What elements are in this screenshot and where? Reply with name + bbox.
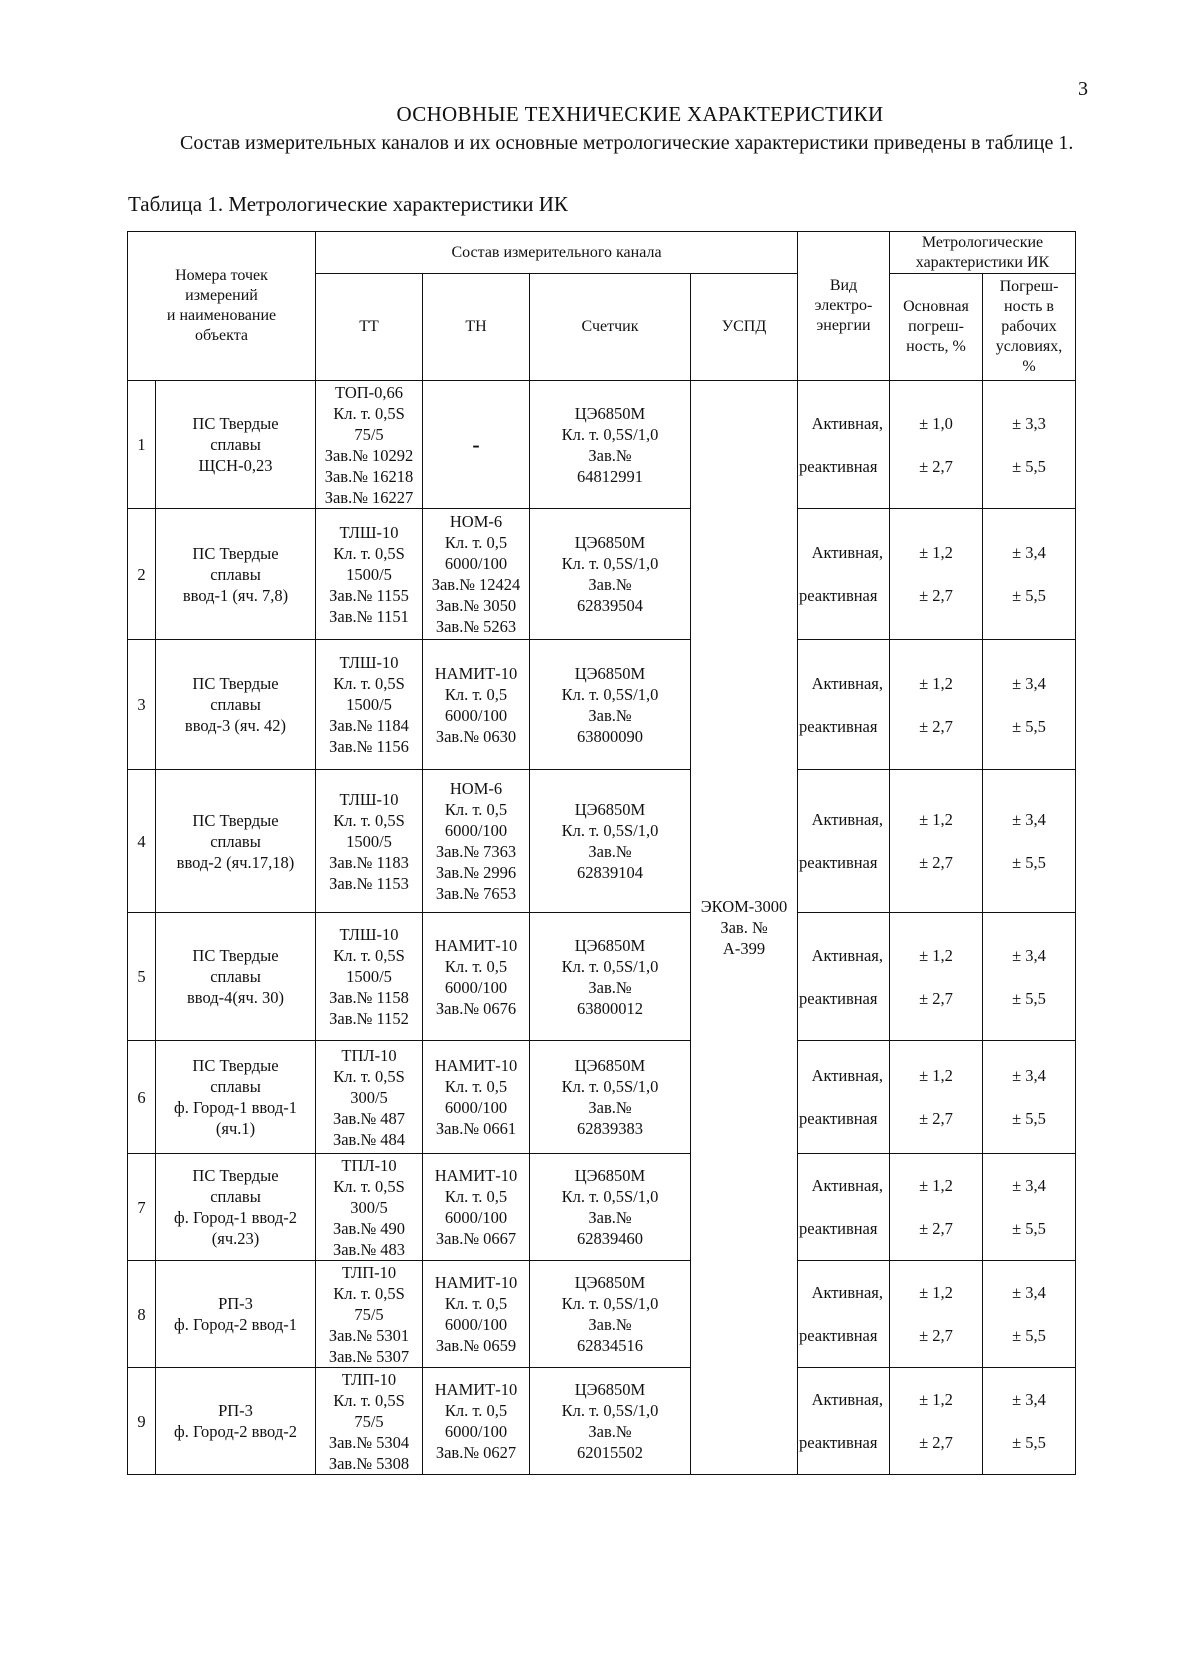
energy-active: Активная, xyxy=(811,1066,883,1085)
table-caption: Таблица 1. Метрологические характеристики ИК xyxy=(128,192,568,216)
meter-cell: ЦЭ6850М Кл. т. 0,5S/1,0 Зав.№ 62839460 xyxy=(530,1154,691,1261)
energy-reactive: реактивная xyxy=(799,853,878,872)
object-name: ПС Твердые сплавы ЩСН-0,23 xyxy=(156,381,316,509)
energy-reactive: реактивная xyxy=(799,456,878,476)
table-row xyxy=(128,1261,1076,1368)
energy-active: Активная, xyxy=(811,673,883,693)
page-number: 3 xyxy=(1078,78,1088,100)
energy-active: Активная, xyxy=(811,945,883,965)
row-number: 7 xyxy=(128,1154,156,1261)
work-error-reactive: ± 5,5 xyxy=(1012,853,1046,872)
tt-cell: ТОП-0,66 Кл. т. 0,5S 75/5 Зав.№ 10292 Зав.№ 16218 Зав.№ 16227 xyxy=(316,381,423,509)
uspd-cell: ЭКОМ-3000 Зав. № А-399 xyxy=(691,381,798,1475)
work-error-cell xyxy=(983,913,1076,1041)
basic-error-active: ± 1,2 xyxy=(919,1066,953,1085)
basic-error-reactive: ± 2,7 xyxy=(919,1326,953,1345)
row-number: 4 xyxy=(128,770,156,913)
basic-error-active: ± 1,2 xyxy=(919,810,953,829)
work-error-reactive: ± 5,5 xyxy=(1012,716,1046,736)
tt-cell: ТПЛ-10 Кл. т. 0,5S 300/5 Зав.№ 490 Зав.№ 483 xyxy=(316,1154,423,1261)
row-number: 6 xyxy=(128,1041,156,1154)
tn-cell: НАМИТ-10 Кл. т. 0,5 6000/100 Зав.№ 0676 xyxy=(423,913,530,1041)
work-error-cell xyxy=(983,1041,1076,1154)
row-number: 2 xyxy=(128,509,156,640)
work-error-cell xyxy=(983,381,1076,509)
table-row xyxy=(128,770,1076,913)
row-number: 8 xyxy=(128,1261,156,1368)
object-name: ПС Твердые сплавы ввод-4(яч. 30) xyxy=(156,913,316,1041)
energy-type-cell xyxy=(798,640,890,770)
basic-error-reactive: ± 2,7 xyxy=(919,456,953,476)
work-error-active: ± 3,4 xyxy=(1012,945,1046,965)
tn-cell: НАМИТ-10 Кл. т. 0,5 6000/100 Зав.№ 0659 xyxy=(423,1261,530,1368)
tt-cell: ТЛШ-10 Кл. т. 0,5S 1500/5 Зав.№ 1158 Зав.№ 1152 xyxy=(316,913,423,1041)
energy-reactive: реактивная xyxy=(799,1326,878,1345)
work-error-reactive: ± 5,5 xyxy=(1012,586,1046,605)
work-error-cell xyxy=(983,1154,1076,1261)
basic-error-active: ± 1,0 xyxy=(919,413,953,433)
table-row xyxy=(128,1154,1076,1261)
tn-cell: НАМИТ-10 Кл. т. 0,5 6000/100 Зав.№ 0630 xyxy=(423,640,530,770)
table-row xyxy=(128,640,1076,770)
page-title: ОСНОВНЫЕ ТЕХНИЧЕСКИЕ ХАРАКТЕРИСТИКИ xyxy=(396,102,884,126)
table-row xyxy=(128,381,1076,509)
work-error-cell xyxy=(983,770,1076,913)
object-name: ПС Твердые сплавы ф. Город-1 ввод-2 (яч.23) xyxy=(156,1154,316,1261)
energy-reactive: реактивная xyxy=(799,586,878,605)
work-error-reactive: ± 5,5 xyxy=(1012,1326,1046,1345)
basic-error-cell xyxy=(890,381,983,509)
basic-error-active: ± 1,2 xyxy=(919,1176,953,1195)
object-name: РП-3 ф. Город-2 ввод-1 xyxy=(156,1261,316,1368)
work-error-reactive: ± 5,5 xyxy=(1012,1109,1046,1128)
work-error-cell xyxy=(983,1261,1076,1368)
header-energy: Вид электро- энергии xyxy=(798,232,890,381)
tt-cell: ТЛШ-10 Кл. т. 0,5S 1500/5 Зав.№ 1183 Зав.№ 1153 xyxy=(316,770,423,913)
basic-error-active: ± 1,2 xyxy=(919,673,953,693)
meter-cell: ЦЭ6850М Кл. т. 0,5S/1,0 Зав.№ 63800090 xyxy=(530,640,691,770)
tt-cell: ТЛШ-10 Кл. т. 0,5S 1500/5 Зав.№ 1184 Зав.№ 1156 xyxy=(316,640,423,770)
work-error-active: ± 3,4 xyxy=(1012,1283,1046,1302)
energy-active: Активная, xyxy=(811,1390,883,1409)
header-basic-error: Основная погреш- ность, % xyxy=(890,274,983,381)
table-row xyxy=(128,509,1076,640)
basic-error-cell xyxy=(890,640,983,770)
meter-cell: ЦЭ6850М Кл. т. 0,5S/1,0 Зав.№ 62015502 xyxy=(530,1368,691,1475)
energy-type-cell xyxy=(798,913,890,1041)
basic-error-reactive: ± 2,7 xyxy=(919,716,953,736)
object-name: ПС Твердые сплавы ввод-1 (яч. 7,8) xyxy=(156,509,316,640)
energy-reactive: реактивная xyxy=(799,988,878,1008)
work-error-active: ± 3,4 xyxy=(1012,673,1046,693)
meter-cell: ЦЭ6850М Кл. т. 0,5S/1,0 Зав.№ 62839104 xyxy=(530,770,691,913)
work-error-active: ± 3,4 xyxy=(1012,543,1046,562)
basic-error-cell xyxy=(890,770,983,913)
basic-error-active: ± 1,2 xyxy=(919,945,953,965)
header-tt: ТТ xyxy=(316,274,423,381)
work-error-cell xyxy=(983,640,1076,770)
tn-cell: НАМИТ-10 Кл. т. 0,5 6000/100 Зав.№ 0667 xyxy=(423,1154,530,1261)
row-number: 9 xyxy=(128,1368,156,1475)
energy-type-cell xyxy=(798,1041,890,1154)
metrology-table xyxy=(127,231,1076,1475)
work-error-cell xyxy=(983,509,1076,640)
meter-cell: ЦЭ6850М Кл. т. 0,5S/1,0 Зав.№ 62839504 xyxy=(530,509,691,640)
table-row xyxy=(128,1368,1076,1475)
meter-cell: ЦЭ6850М Кл. т. 0,5S/1,0 Зав.№ 64812991 xyxy=(530,381,691,509)
basic-error-cell xyxy=(890,1154,983,1261)
header-metro: Метрологические характеристики ИК xyxy=(890,232,1076,274)
energy-active: Активная, xyxy=(811,1283,883,1302)
tt-cell: ТЛШ-10 Кл. т. 0,5S 1500/5 Зав.№ 1155 Зав.№ 1151 xyxy=(316,509,423,640)
header-channel: Состав измерительного канала xyxy=(316,232,798,274)
work-error-active: ± 3,4 xyxy=(1012,1390,1046,1409)
energy-active: Активная, xyxy=(811,543,883,562)
energy-type-cell xyxy=(798,1261,890,1368)
work-error-active: ± 3,4 xyxy=(1012,1176,1046,1195)
energy-reactive: реактивная xyxy=(799,1219,878,1238)
energy-type-cell xyxy=(798,381,890,509)
basic-error-cell xyxy=(890,1368,983,1475)
energy-type-cell xyxy=(798,509,890,640)
tn-cell: НОМ-6 Кл. т. 0,5 6000/100 Зав.№ 12424 Зав.№ 3050 Зав.№ 5263 xyxy=(423,509,530,640)
energy-active: Активная, xyxy=(811,810,883,829)
basic-error-reactive: ± 2,7 xyxy=(919,1219,953,1238)
energy-type-cell xyxy=(798,1368,890,1475)
basic-error-reactive: ± 2,7 xyxy=(919,988,953,1008)
work-error-reactive: ± 5,5 xyxy=(1012,988,1046,1008)
work-error-active: ± 3,4 xyxy=(1012,1066,1046,1085)
basic-error-active: ± 1,2 xyxy=(919,543,953,562)
tt-cell: ТПЛ-10 Кл. т. 0,5S 300/5 Зав.№ 487 Зав.№ 484 xyxy=(316,1041,423,1154)
row-number: 1 xyxy=(128,381,156,509)
tn-cell: - xyxy=(423,381,530,509)
basic-error-cell xyxy=(890,1261,983,1368)
object-name: ПС Твердые сплавы ф. Город-1 ввод-1 (яч.1) xyxy=(156,1041,316,1154)
basic-error-reactive: ± 2,7 xyxy=(919,853,953,872)
basic-error-reactive: ± 2,7 xyxy=(919,1109,953,1128)
energy-reactive: реактивная xyxy=(799,1109,878,1128)
basic-error-active: ± 1,2 xyxy=(919,1390,953,1409)
work-error-reactive: ± 5,5 xyxy=(1012,1433,1046,1452)
basic-error-cell xyxy=(890,1041,983,1154)
object-name: ПС Твердые сплавы ввод-2 (яч.17,18) xyxy=(156,770,316,913)
meter-cell: ЦЭ6850М Кл. т. 0,5S/1,0 Зав.№ 62834516 xyxy=(530,1261,691,1368)
intro-paragraph: Состав измерительных каналов и их основные метрологические характеристики приведены в таблице 1. xyxy=(180,132,1074,154)
basic-error-reactive: ± 2,7 xyxy=(919,586,953,605)
header-work-error: Погреш- ность в рабочих условиях, % xyxy=(983,274,1076,381)
work-error-reactive: ± 5,5 xyxy=(1012,456,1046,476)
energy-reactive: реактивная xyxy=(799,716,878,736)
basic-error-cell xyxy=(890,913,983,1041)
energy-active: Активная, xyxy=(811,413,883,433)
basic-error-active: ± 1,2 xyxy=(919,1283,953,1302)
header-points: Номера точек измерений и наименование объекта xyxy=(128,232,316,381)
work-error-reactive: ± 5,5 xyxy=(1012,1219,1046,1238)
header-tn: ТН xyxy=(423,274,530,381)
row-number: 5 xyxy=(128,913,156,1041)
object-name: ПС Твердые сплавы ввод-3 (яч. 42) xyxy=(156,640,316,770)
object-name: РП-3 ф. Город-2 ввод-2 xyxy=(156,1368,316,1475)
energy-reactive: реактивная xyxy=(799,1433,878,1452)
tn-cell: НАМИТ-10 Кл. т. 0,5 6000/100 Зав.№ 0627 xyxy=(423,1368,530,1475)
row-number: 3 xyxy=(128,640,156,770)
work-error-active: ± 3,3 xyxy=(1012,413,1046,433)
tt-cell: ТЛП-10 Кл. т. 0,5S 75/5 Зав.№ 5304 Зав.№ 5308 xyxy=(316,1368,423,1475)
meter-cell: ЦЭ6850М Кл. т. 0,5S/1,0 Зав.№ 63800012 xyxy=(530,913,691,1041)
work-error-active: ± 3,4 xyxy=(1012,810,1046,829)
basic-error-reactive: ± 2,7 xyxy=(919,1433,953,1452)
header-meter: Счетчик xyxy=(530,274,691,381)
tn-cell: НАМИТ-10 Кл. т. 0,5 6000/100 Зав.№ 0661 xyxy=(423,1041,530,1154)
work-error-cell xyxy=(983,1368,1076,1475)
energy-type-cell xyxy=(798,770,890,913)
tt-cell: ТЛП-10 Кл. т. 0,5S 75/5 Зав.№ 5301 Зав.№ 5307 xyxy=(316,1261,423,1368)
table-row xyxy=(128,1041,1076,1154)
meter-cell: ЦЭ6850М Кл. т. 0,5S/1,0 Зав.№ 62839383 xyxy=(530,1041,691,1154)
basic-error-cell xyxy=(890,509,983,640)
tn-cell: НОМ-6 Кл. т. 0,5 6000/100 Зав.№ 7363 Зав.№ 2996 Зав.№ 7653 xyxy=(423,770,530,913)
table-row xyxy=(128,913,1076,1041)
header-uspd: УСПД xyxy=(691,274,798,381)
energy-active: Активная, xyxy=(811,1176,883,1195)
energy-type-cell xyxy=(798,1154,890,1261)
